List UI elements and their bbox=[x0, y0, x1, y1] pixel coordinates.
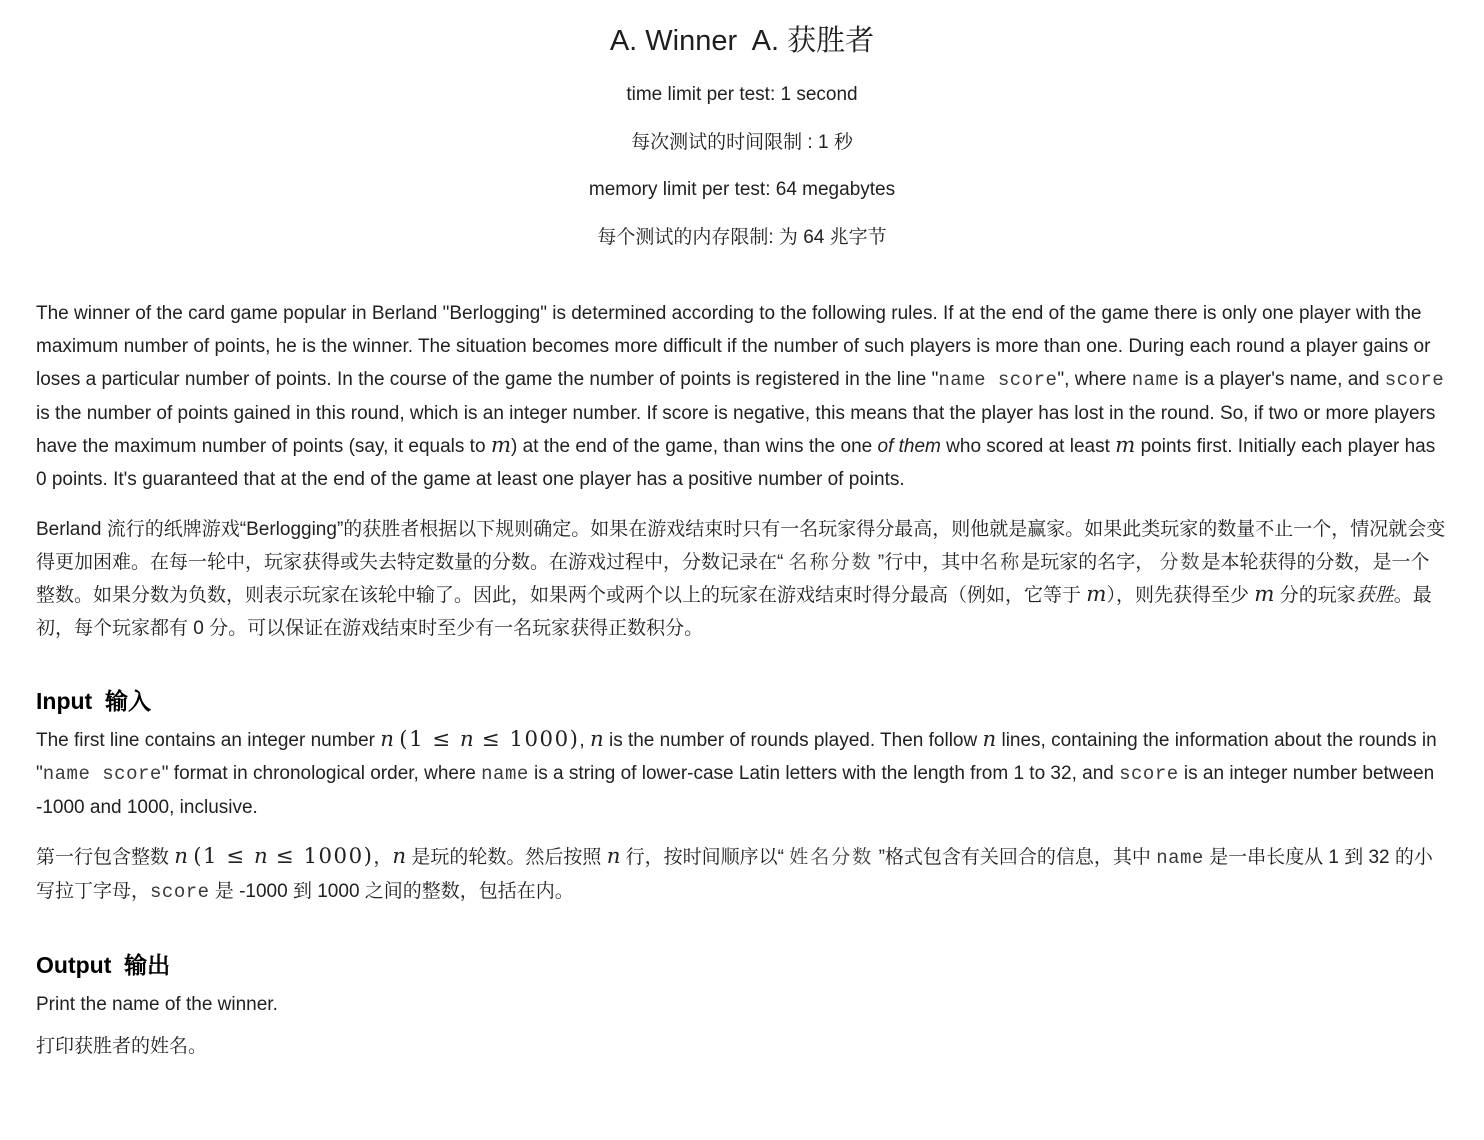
text-segment-plain: ），则先获得至少 bbox=[1106, 585, 1255, 607]
text-segment-plain: " format in chronological order, where bbox=[161, 763, 482, 785]
text-segment-plain: , bbox=[579, 730, 590, 752]
text-segment-mono: name bbox=[1156, 847, 1204, 870]
text-segment-plain: points first. Initially each player has 0 points. It's guaranteed that at the end of the game at least one player has a positive number of points. bbox=[36, 435, 1436, 490]
input-paragraph-en bbox=[36, 724, 1448, 824]
problem-title: A. Winner A. 获胜者 bbox=[609, 25, 875, 57]
text-segment-mvar: n bbox=[606, 844, 621, 870]
text-segment-mvar: n bbox=[174, 844, 188, 870]
text-segment-mvar: m bbox=[1254, 582, 1275, 608]
statement-paragraph-zh bbox=[36, 513, 1448, 645]
text-segment-plain: The winner of the card game popular in Berland "Berlogging" is determined according to the following rules. If at the end of the game there is only one player with the maximum number of points, he is the winner. The situation becomes more difficult if the number of such players is more than one. During each round a player gains or loses a particular number of points. In the course of the game the number of points is registered in the line " bbox=[36, 302, 1431, 390]
text-segment-plain: is a string of lower-case Latin letters with the length from 1 to 32, and bbox=[528, 763, 1120, 785]
text-segment-mono: name score bbox=[42, 763, 162, 786]
text-segment-plain: 是 -1000 到 1000 之间的整数，包括在内。 bbox=[209, 881, 574, 903]
text-segment-mono: score bbox=[1119, 763, 1179, 786]
input-heading: Input 输入 bbox=[36, 688, 151, 715]
text-segment-mono: score bbox=[1384, 368, 1445, 391]
input-section bbox=[36, 683, 1448, 909]
text-segment-zhtt: 姓名分数 bbox=[789, 846, 874, 869]
text-segment-plain: 是玩的轮数。然后按照 bbox=[406, 847, 607, 869]
text-segment-plain: ) at the end of the game, than wins the one bbox=[510, 435, 878, 457]
text-segment-mvar: m bbox=[1115, 432, 1136, 458]
text-segment-mvar: n bbox=[459, 727, 474, 753]
text-segment-mvar: n bbox=[380, 727, 394, 753]
text-segment-italic: of them bbox=[877, 435, 941, 457]
text-segment-plain: is a player's name, and bbox=[1179, 368, 1385, 390]
text-segment-plain: 分的玩家 bbox=[1274, 585, 1356, 607]
text-segment-italic: 获胜 bbox=[1355, 585, 1394, 607]
text-segment-plain: ”格式包含有关回合的信息，其中 bbox=[873, 847, 1157, 869]
text-segment-plain: 。最初，每个玩家都有 0 分。可以保证在游戏结束时至少有一名玩家获得正数积分。 bbox=[36, 585, 1432, 640]
text-segment-plain: ”行中，其中 bbox=[872, 552, 980, 574]
output-heading: Output 输出 bbox=[36, 952, 171, 979]
text-segment-mono: name score bbox=[938, 368, 1058, 391]
time-limit-en: time limit per test: 1 second bbox=[626, 84, 858, 105]
text-segment-mvar: n bbox=[982, 727, 997, 753]
text-segment-math: ≤ 1000) bbox=[473, 727, 580, 753]
text-segment-mvar: m bbox=[490, 432, 511, 458]
text-segment-mvar: n bbox=[253, 844, 268, 870]
text-segment-plain: is an integer number between -1000 and 1000, inclusive. bbox=[36, 763, 1435, 819]
text-segment-math: ≤ 1000) bbox=[267, 844, 374, 870]
memory-limit-zh: 每个测试的内存限制: 为 64 兆字节 bbox=[597, 227, 887, 249]
text-segment-mvar: n bbox=[589, 727, 604, 753]
text-segment-zhtt: 名称分数 bbox=[788, 551, 873, 574]
output-paragraph-en: Print the name of the winner. bbox=[36, 994, 278, 1016]
text-segment-plain: 是一串长度从 1 到 32 的小写拉丁字母， bbox=[36, 847, 1433, 903]
text-segment-mono: name bbox=[1131, 368, 1180, 391]
output-paragraph-zh: 打印获胜者的姓名。 bbox=[36, 1035, 208, 1057]
memory-limit-en: memory limit per test: 64 megabytes bbox=[588, 179, 896, 201]
text-segment-plain: 是本轮获得的分数，是一个整数。如果分数为负数，则表示玩家在该轮中输了。因此，如果两个或两个以上的玩家在游戏结束时得分最高（例如，它等于 bbox=[36, 552, 1430, 607]
output-section bbox=[36, 947, 1448, 1062]
text-segment-plain: ， bbox=[373, 847, 393, 869]
limits-block bbox=[36, 83, 1448, 251]
text-segment-mvar: m bbox=[1086, 582, 1107, 608]
statement-section bbox=[36, 297, 1448, 645]
text-segment-math: (1 ≤ bbox=[193, 844, 254, 870]
text-segment-plain: is the number of points gained in this round, which is an integer number. If score is negative, this means that the player has lost in the round. So, if two or more players have the maximum number of points (say, it equals to bbox=[36, 402, 1436, 457]
text-segment-mono: name bbox=[481, 763, 529, 786]
statement-paragraph-en bbox=[36, 297, 1448, 496]
text-segment-mvar: n bbox=[392, 844, 407, 870]
text-segment-plain: lines, containing the information about the rounds in " bbox=[36, 730, 1437, 785]
text-segment-math: (1 ≤ bbox=[399, 727, 460, 753]
text-segment-zhtt: 名称 bbox=[979, 551, 1022, 574]
text-segment-plain: Berland 流行的纸牌游戏“Berlogging”的获胜者根据以下规则确定。如果在游戏结束时只有一名玩家得分最高，则他就是赢家。如果此类玩家的数量不止一个，情况就会变得更加困难。在每一轮中，玩家获得或失去特定数量的分数。在游戏过程中，分数记录在“ bbox=[36, 519, 1446, 574]
text-segment-plain: ", where bbox=[1057, 368, 1132, 390]
text-segment-plain: who scored at least bbox=[940, 435, 1116, 457]
text-segment-plain: 是玩家的名字， bbox=[1021, 552, 1160, 574]
time-limit-zh: 每次测试的时间限制 : 1 秒 bbox=[631, 131, 853, 153]
text-segment-plain: 第一行包含整数 bbox=[36, 847, 175, 869]
text-segment-plain: The first line contains an integer number bbox=[36, 730, 381, 752]
text-segment-plain: 行，按时间顺序以“ bbox=[620, 847, 790, 869]
text-segment-plain: is the number of rounds played. Then follow bbox=[603, 730, 983, 752]
input-paragraph-zh bbox=[36, 841, 1448, 909]
text-segment-zhtt: 分数 bbox=[1159, 551, 1202, 574]
text-segment-mono: score bbox=[150, 881, 210, 904]
